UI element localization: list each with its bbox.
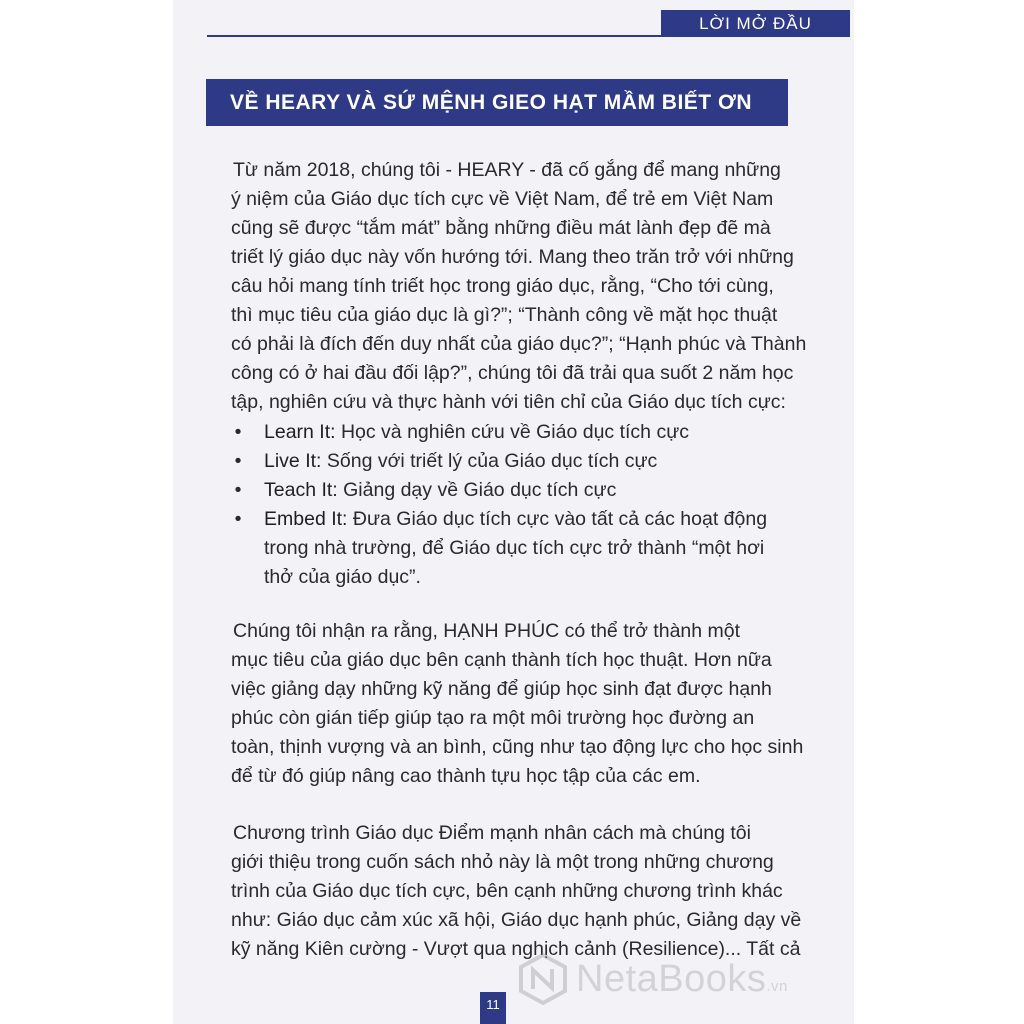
watermark-suffix: .vn: [766, 978, 788, 995]
paragraph-line: Chúng tôi nhận ra rằng, HẠNH PHÚC có thể trở thành một: [233, 620, 741, 642]
section-label: LỜI MỞ ĐẦU: [661, 10, 850, 37]
paragraph-line: có phải là đích đến duy nhất của giáo dục?”; “Hạnh phúc và Thành: [231, 333, 807, 355]
principles-list: [231, 418, 791, 592]
watermark-text: [576, 958, 788, 1001]
page-number: 11: [480, 992, 506, 1024]
bullet-term: Embed It:: [264, 508, 348, 530]
list-item: [231, 447, 791, 476]
paragraph-line: công có ở hai đầu đối lập?”, chúng tôi đã trải qua suốt 2 năm học: [231, 362, 794, 384]
paragraph-line: tập, nghiên cứu và thực hành với tiên chỉ của Giáo dục tích cực:: [231, 391, 786, 413]
paragraph-line: cũng sẽ được “tắm mát” bằng những điều mát lành đẹp đẽ mà: [231, 217, 771, 239]
bullet-text: trong nhà trường, để Giáo dục tích cực trở thành “một hơi: [264, 537, 765, 559]
paragraph-line: câu hỏi mang tính triết học trong giáo dục, rằng, “Cho tới cùng,: [231, 275, 774, 297]
bullet-text: Học và nghiên cứu về Giáo dục tích cực: [335, 421, 689, 443]
paragraph-line: Từ năm 2018, chúng tôi - HEARY - đã cố gắng để mang những: [233, 159, 781, 181]
chapter-banner: [206, 79, 788, 126]
paragraph-line: việc giảng dạy những kỹ năng để giúp học sinh đạt được hạnh: [231, 678, 772, 700]
paragraph-line: Chương trình Giáo dục Điểm mạnh nhân cách mà chúng tôi: [233, 822, 751, 844]
bullet-icon: •: [234, 508, 242, 530]
bullet-icon: •: [234, 479, 242, 501]
watermark: [516, 952, 836, 1008]
paragraph-line: phúc còn gián tiếp giúp tạo ra một môi trường học đường an: [231, 707, 755, 729]
bullet-term: Learn It:: [264, 421, 336, 443]
watermark-brand: NetaBooks: [576, 958, 767, 1000]
bullet-text: Giảng dạy về Giáo dục tích cực: [337, 479, 617, 501]
paragraph-line: như: Giáo dục cảm xúc xã hội, Giáo dục hạnh phúc, Giảng dạy về: [231, 909, 802, 931]
bullet-text: Sống với triết lý của Giáo dục tích cực: [321, 450, 658, 472]
bullet-text: Đưa Giáo dục tích cực vào tất cả các hoạt động: [347, 508, 768, 530]
bullet-term: Teach It:: [264, 479, 338, 501]
bullet-text: thở của giáo dục”.: [264, 566, 421, 588]
paragraph-line: giới thiệu trong cuốn sách nhỏ này là một trong những chương: [231, 851, 774, 873]
list-item: [231, 476, 791, 505]
paragraph-line: toàn, thịnh vượng và an bình, cũng như tạo động lực cho học sinh: [231, 736, 804, 758]
list-item: [231, 505, 791, 592]
paragraph-3: [231, 819, 802, 964]
list-item: [231, 418, 791, 447]
chapter-title: VỀ HEARY VÀ SỨ MỆNH GIEO HẠT MẦM BIẾT ƠN: [230, 91, 753, 114]
paragraph-line: mục tiêu của giáo dục bên cạnh thành tích học thuật. Hơn nữa: [231, 649, 772, 671]
paragraph-line: trình của Giáo dục tích cực, bên cạnh những chương trình khác: [231, 880, 783, 902]
netabooks-logo-icon: [516, 952, 570, 1006]
paragraph-line: kỹ năng Kiên cường - Vượt qua nghịch cảnh (Resilience)... Tất cả: [231, 938, 801, 960]
paragraph-line: ý niệm của Giáo dục tích cực về Việt Nam, để trẻ em Việt Nam: [231, 188, 774, 210]
bullet-icon: •: [234, 421, 242, 443]
paragraph-1: [231, 156, 807, 417]
bullet-term: Live It:: [264, 450, 322, 472]
paragraph-2: [231, 617, 804, 791]
paragraph-line: triết lý giáo dục này vốn hướng tới. Mang theo trăn trở với những: [231, 246, 794, 268]
paragraph-line: thì mục tiêu của giáo dục là gì?”; “Thành công về mặt học thuật: [231, 304, 778, 326]
bullet-icon: •: [234, 450, 242, 472]
paragraph-line: để từ đó giúp nâng cao thành tựu học tập của các em.: [231, 765, 701, 787]
